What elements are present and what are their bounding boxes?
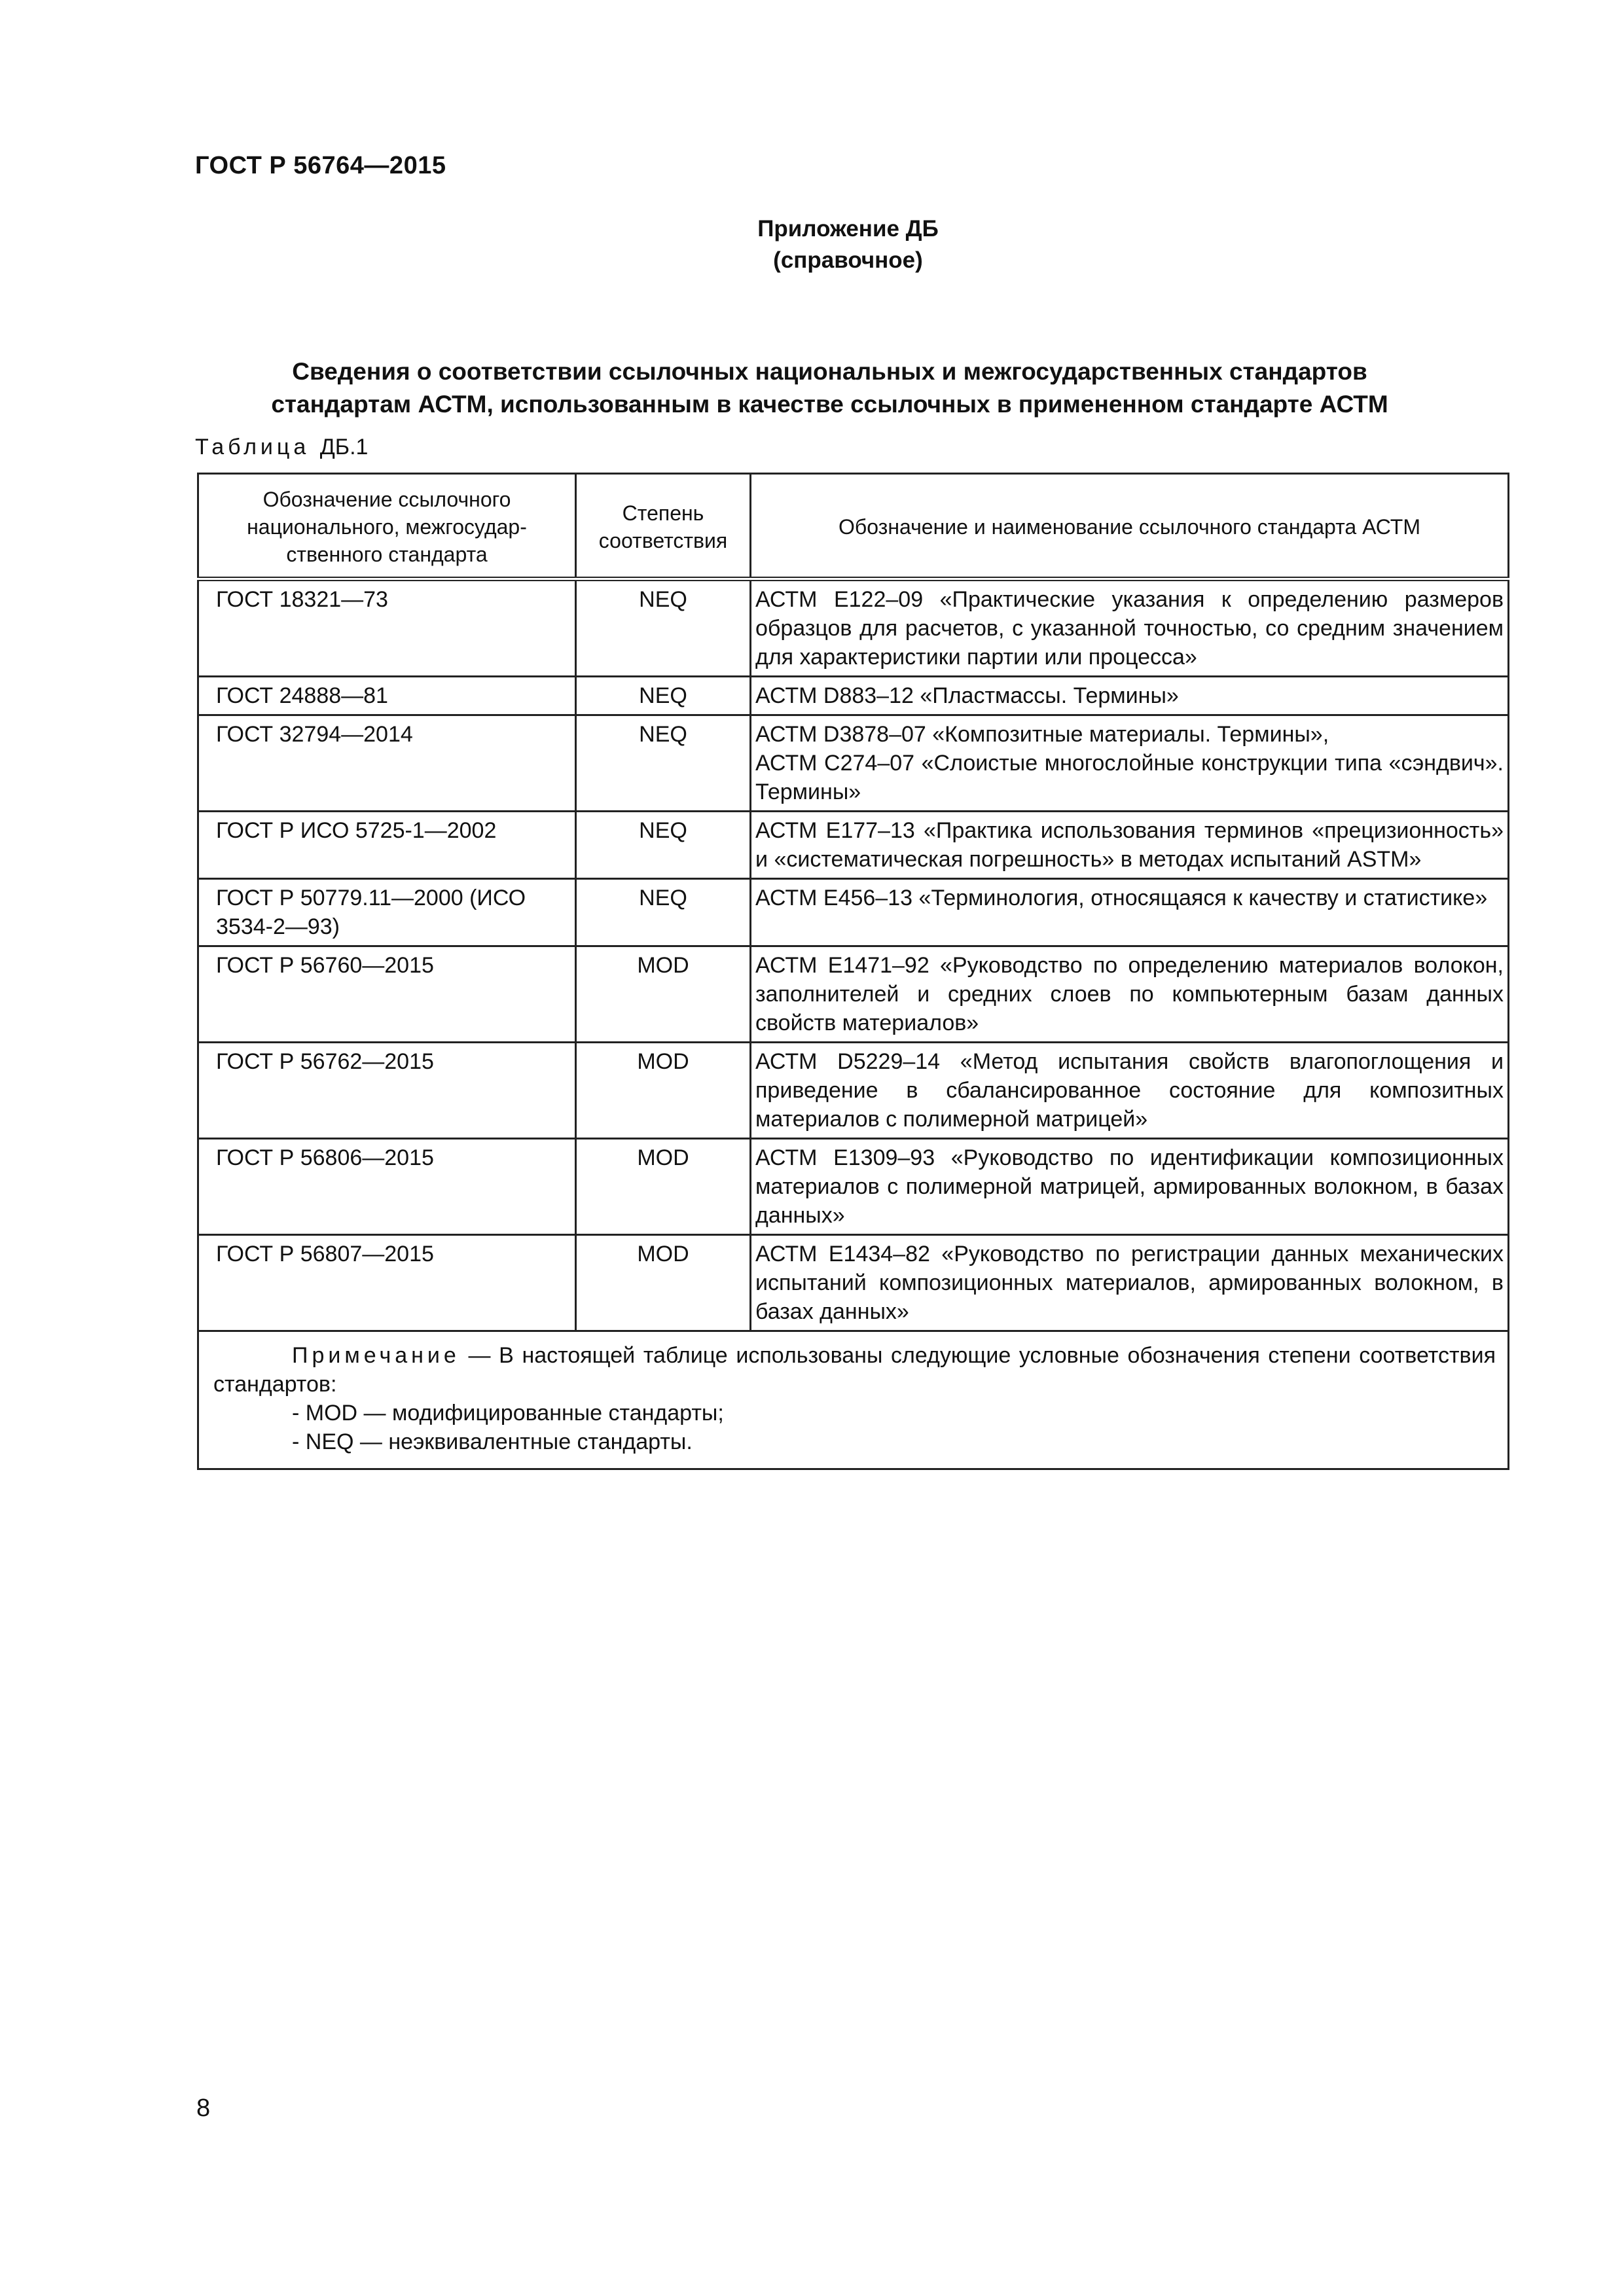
degree-cell: MOD <box>576 946 751 1043</box>
degree-cell: MOD <box>576 1235 751 1331</box>
note-paragraph <box>213 1341 1496 1399</box>
note-item-mod: - MOD — модифицированные стандарты; <box>292 1401 724 1426</box>
page-number: 8 <box>196 2094 211 2122</box>
note-text: В настоящей таблице использованы следующие условные обозначения степени соответствия стандартов: <box>213 1343 1496 1397</box>
gost-cell: ГОСТ 18321—73 <box>198 579 576 677</box>
gost-cell: ГОСТ Р 56807—2015 <box>198 1235 576 1331</box>
table-row <box>198 812 1509 879</box>
astm-cell: АСТМ Е177–13 «Практика использования терминов «прецизионность» и «систематическая погрешность» в методах испытаний ASTM» <box>751 812 1509 879</box>
degree-cell: MOD <box>576 1043 751 1139</box>
table-row <box>198 879 1509 946</box>
table-note <box>198 1331 1509 1469</box>
note-dash: — <box>460 1343 499 1368</box>
table-row <box>198 715 1509 812</box>
table-note-row <box>198 1331 1509 1469</box>
degree-cell: MOD <box>576 1139 751 1235</box>
gost-cell: ГОСТ Р 56806—2015 <box>198 1139 576 1235</box>
astm-cell: АСТМ Е1309–93 «Руководство по идентификации композиционных материалов с полимерной матрицей, армированных волокном, в базах данных» <box>751 1139 1509 1235</box>
table-row <box>198 946 1509 1043</box>
column-header-national-standard: Обозначение ссылочного национального, межгосудар-ственного стандарта <box>198 474 576 579</box>
astm-cell <box>751 715 1509 812</box>
degree-cell: NEQ <box>576 715 751 812</box>
table-row <box>198 677 1509 715</box>
astm-cell: АСТМ D883–12 «Пластмассы. Термины» <box>751 677 1509 715</box>
table-row <box>198 1139 1509 1235</box>
degree-cell: NEQ <box>576 812 751 879</box>
degree-cell: NEQ <box>576 579 751 677</box>
gost-cell: ГОСТ Р ИСО 5725-1—2002 <box>198 812 576 879</box>
standards-table <box>197 473 1509 1470</box>
note-item-neq: - NEQ — неэквивалентные стандарты. <box>292 1429 693 1454</box>
astm-cell-line-2: АСТМ C274–07 «Слоистые многослойные конструкции типа «сэндвич». Термины» <box>755 751 1504 804</box>
astm-cell: АСТМ Е1471–92 «Руководство по определению материалов волокон, заполнителей и средних слоев по компьютерным базам данных свойств материалов» <box>751 946 1509 1043</box>
gost-cell: ГОСТ 24888—81 <box>198 677 576 715</box>
column-header-degree: Степень соответствия <box>576 474 751 579</box>
document-code: ГОСТ Р 56764—2015 <box>195 152 446 179</box>
gost-cell: ГОСТ Р 56760—2015 <box>198 946 576 1043</box>
gost-cell: ГОСТ Р 56762—2015 <box>198 1043 576 1139</box>
section-title-line-2: стандартам АСТМ, использованным в качестве ссылочных в примененном стандарте АСТМ <box>271 391 1388 418</box>
astm-cell: АСТМ Е456–13 «Терминология, относящаяся к качеству и статистике» <box>751 879 1509 946</box>
standards-table-wrapper <box>197 473 1507 1470</box>
table-caption <box>195 435 368 460</box>
appendix-title: Приложение ДБ <box>757 216 939 242</box>
table-row <box>198 579 1509 677</box>
appendix-heading <box>0 213 1624 276</box>
astm-cell: АСТМ D5229–14 «Метод испытания свойств влагопоглощения и приведение в сбалансированное состояние для композитных материалов с полимерной матрицей» <box>751 1043 1509 1139</box>
gost-cell: ГОСТ Р 50779.11—2000 (ИСО 3534-2—93) <box>198 879 576 946</box>
table-row <box>198 1235 1509 1331</box>
degree-cell: NEQ <box>576 677 751 715</box>
section-title-line-1: Сведения о соответствии ссылочных национальных и межгосударственных стандартов <box>292 358 1367 385</box>
table-caption-number: ДБ.1 <box>319 435 369 459</box>
note-lead-word: Примечание <box>292 1343 460 1368</box>
table-header-row <box>198 474 1509 579</box>
gost-cell: ГОСТ 32794—2014 <box>198 715 576 812</box>
table-row <box>198 1043 1509 1139</box>
table-caption-word: Таблица <box>195 435 310 459</box>
appendix-subtitle: (справочное) <box>773 247 923 273</box>
degree-cell: NEQ <box>576 879 751 946</box>
astm-cell: АСТМ Е1434–82 «Руководство по регистрации данных механических испытаний композиционных материалов, армированных волокном, в базах данных» <box>751 1235 1509 1331</box>
section-title <box>196 355 1463 421</box>
astm-cell-line-1: АСТМ D3878–07 «Композитные материалы. Термины», <box>755 722 1329 747</box>
column-header-astm-standard: Обозначение и наименование ссылочного стандарта АСТМ <box>751 474 1509 579</box>
astm-cell: АСТМ Е122–09 «Практические указания к определению размеров образцов для расчетов, с указанной точностью, со средним значением для характеристики партии или процесса» <box>751 579 1509 677</box>
